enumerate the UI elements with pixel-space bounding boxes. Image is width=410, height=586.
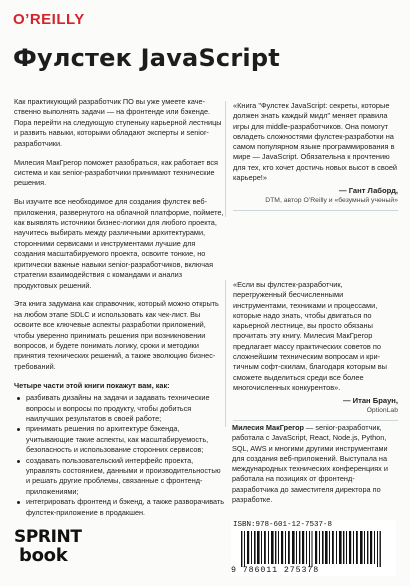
description-paragraph: Вы изучите все необходимое для создания фулстек веб-приложения, развернутого на облачной платформе, поймете, как выявлять источники бизнес-логики для любого проекта, научитесь выбирать между различными архитектурами, сторонними сервисами и инструментами лучшие для создания масштабируемого проекта, освоите тонкие, но критически важные навыки senior-разработчиков, включая стратегии взаимодействия с командами и анализ продуктовых решений. xyxy=(14,197,224,290)
book-title: Фулстек JavaScript xyxy=(13,44,280,72)
skills-list xyxy=(14,393,226,518)
barcode-digits: 9 786011 275378 xyxy=(231,566,320,575)
list-item: принимать решения по архитектуре бэкенда, учитывающие такие аспекты, как масштабируемость, безопасность и использование сторонних сервисов; xyxy=(14,424,226,455)
review-quote xyxy=(225,280,398,427)
logo-line-2: book xyxy=(19,545,68,566)
publisher-logo: O’REILLY xyxy=(13,11,85,28)
description-paragraph: Эта книга задумана как справочник, который можно открыть на любом этапе SDLC и использовать как чек-лист. Вы освоите все ключевые аспекты разработки приложений, чтобы уверенно принимать решения при возникновении вопросов, и будете понимать логику, сроки и методики принятия технических решений, а также эволюцию бизнес-требований. xyxy=(14,299,219,371)
quote-text: «Если вы фулстек-разработчик, перегруженный бесчисленными инструментами, техниками и процессами, которые надо знать, чтобы двигаться по карьерной лестнице, вы просто обязаны прочитать эту книгу. Милесия МакГрегор предлагает массу практических советов по сложнейшим техническим вопросам и критичным софт-скилам, благодаря которым вы сможете выделиться среди все более многочисленных конкурентов». xyxy=(233,280,387,392)
author-bio xyxy=(232,423,400,505)
isbn-label: ISBN:978-601-12-7537-8 xyxy=(233,521,333,529)
description-paragraph: Милесия МакГрегор поможет разобраться, как работает вся система и как senior-разработчики принимают технические решения. xyxy=(14,157,218,188)
sprint-book-logo xyxy=(14,527,82,569)
list-heading: Четыре части этой книги покажут вам, как: xyxy=(14,380,170,390)
quote-divider xyxy=(233,210,398,211)
description-column xyxy=(14,97,226,518)
barcode-icon xyxy=(231,531,396,567)
quote-role: DTM, автор O’Reilly и «безумный ученый» xyxy=(265,196,398,204)
quote-author: — Гант Лаборд, xyxy=(339,186,398,196)
list-item: разбивать дизайны на задачи и задавать технические вопросы и вопросы по продукту, чтобы добиться наилучших результатов в своей работе; xyxy=(14,393,226,424)
logo-line-1: SPRINT xyxy=(14,527,82,547)
quote-role: OptionLab xyxy=(366,406,398,414)
quote-text: «Книга "Фулстек JavaScript: секреты, которые должен знать каждый мидл" меняет правила игры для middle-разработчиков. Она помогут овладеть сложностями фулстек-разработки на самом популярном языке программирования в мире — JavaScript. Обязательна к прочтению для тех, кто хочет достичь новых высот в своей карьере!» xyxy=(233,101,398,183)
author-bio-text: — senior-разработчик, работала с JavaScript, React, Node.js, Python, SQL, AWS и многими другими инструментами для создания веб-приложений. Выступала на международных технических конференциях и работала на позициях от фронтенд-разработчика до заместителя директора по разработке. xyxy=(232,423,388,505)
list-item: создавать пользовательский интерфейс проекта, управлять состоянием, данными и производительностью и решать другие проблемы, связанные с фронтенд-приложениями; xyxy=(14,456,226,498)
author-name: Милесия МакГрегор xyxy=(232,423,305,432)
quote-divider xyxy=(233,420,398,421)
barcode-block xyxy=(231,520,396,576)
review-quote xyxy=(225,101,398,217)
description-paragraph: Как практикующий разработчик ПО вы уже умеете качественно выполнять задачи — на фронтенде или бэкенде. Пора перейти на следующую ступеньку карьерной лестницы и развить навыки, которыми обладают эксперты и senior-разработчики. xyxy=(14,97,222,148)
quote-author: — Итан Браун, xyxy=(342,396,398,406)
list-item: интегрировать фронтенд и бэкенд, а также разворачивать фулстек-приложение в продакшен. xyxy=(14,497,226,518)
